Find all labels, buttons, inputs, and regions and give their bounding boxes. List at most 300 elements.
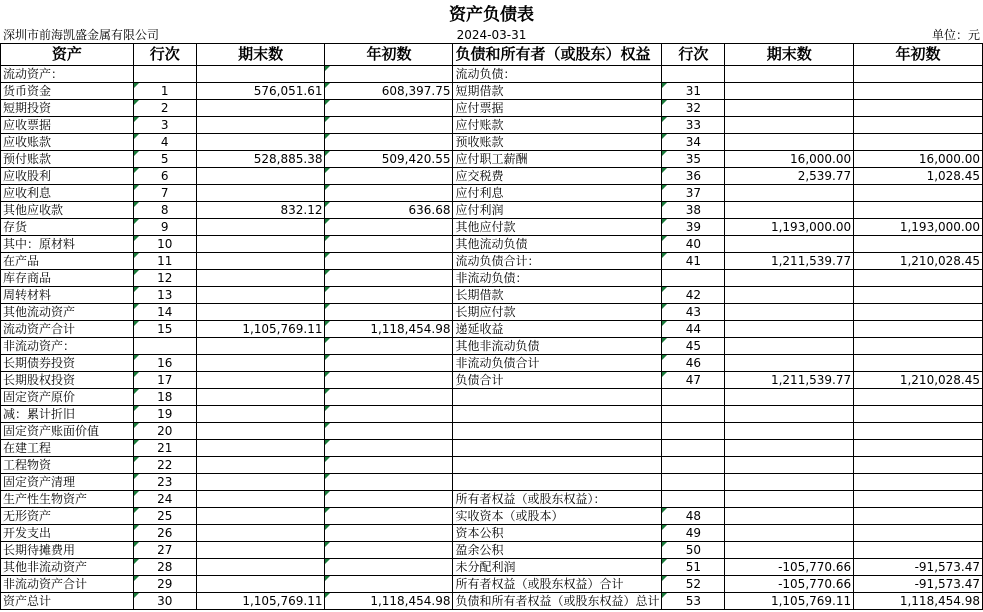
asset-beginning-balance[interactable] [325, 542, 453, 559]
asset-ending-balance[interactable] [196, 474, 325, 491]
asset-line-no[interactable]: 4 [133, 134, 196, 151]
asset-line-no[interactable]: 22 [133, 457, 196, 474]
asset-beginning-balance[interactable] [325, 287, 453, 304]
asset-ending-balance[interactable] [196, 372, 325, 389]
asset-ending-balance[interactable] [196, 491, 325, 508]
header-ending-balance: 期末数 [196, 44, 325, 66]
liability-line-no[interactable] [662, 66, 725, 83]
asset-ending-balance[interactable] [196, 168, 325, 185]
asset-beginning-balance[interactable]: 1,118,454.98 [325, 593, 453, 610]
asset-line-no[interactable]: 15 [133, 321, 196, 338]
asset-ending-balance[interactable] [196, 542, 325, 559]
asset-item[interactable]: 固定资产原价 [1, 389, 134, 406]
header-line-no: 行次 [133, 44, 196, 66]
asset-item[interactable]: 货币资金 [1, 83, 134, 100]
asset-beginning-balance[interactable] [325, 559, 453, 576]
asset-ending-balance[interactable] [196, 440, 325, 457]
liability-beginning-balance[interactable]: -91,573.47 [854, 559, 983, 576]
asset-item[interactable]: 长期待摊费用 [1, 542, 134, 559]
liability-ending-balance[interactable] [725, 491, 854, 508]
liability-item[interactable] [453, 457, 662, 474]
asset-beginning-balance[interactable] [325, 134, 453, 151]
asset-item[interactable]: 资产总计 [1, 593, 134, 610]
liability-item[interactable]: 流动负债合计： [453, 253, 662, 270]
asset-ending-balance[interactable]: 576,051.61 [196, 83, 325, 100]
asset-line-no[interactable]: 27 [133, 542, 196, 559]
table-row [1, 508, 983, 525]
liability-line-no[interactable]: 34 [662, 134, 725, 151]
liability-item[interactable]: 流动负债： [453, 66, 662, 83]
asset-item[interactable]: 应收账款 [1, 134, 134, 151]
asset-beginning-balance[interactable] [325, 355, 453, 372]
asset-ending-balance[interactable] [196, 508, 325, 525]
liability-line-no[interactable]: 33 [662, 117, 725, 134]
liability-beginning-balance[interactable] [854, 474, 983, 491]
liability-line-no[interactable]: 42 [662, 287, 725, 304]
asset-line-no[interactable]: 2 [133, 100, 196, 117]
asset-ending-balance[interactable] [196, 525, 325, 542]
asset-beginning-balance[interactable] [325, 338, 453, 355]
asset-beginning-balance[interactable] [325, 508, 453, 525]
unit-label: 单位：元 [931, 28, 980, 42]
asset-line-no[interactable]: 29 [133, 576, 196, 593]
asset-item[interactable]: 流动资产合计 [1, 321, 134, 338]
asset-beginning-balance[interactable]: 1,118,454.98 [325, 321, 453, 338]
asset-ending-balance[interactable] [196, 304, 325, 321]
asset-line-no[interactable]: 13 [133, 287, 196, 304]
liability-line-no[interactable]: 51 [662, 559, 725, 576]
asset-beginning-balance[interactable] [325, 389, 453, 406]
table-row [1, 134, 983, 151]
asset-beginning-balance[interactable] [325, 66, 453, 83]
table-row [1, 151, 983, 168]
asset-item[interactable]: 库存商品 [1, 270, 134, 287]
asset-item[interactable]: 预付账款 [1, 151, 134, 168]
liability-item[interactable]: 所有者权益（或股东权益）合计 [453, 576, 662, 593]
liability-line-no[interactable]: 53 [662, 593, 725, 610]
asset-item[interactable]: 应收利息 [1, 185, 134, 202]
liability-item[interactable]: 负债和所有者权益（或股东权益）总计 [453, 593, 662, 610]
liability-ending-balance[interactable]: 16,000.00 [725, 151, 854, 168]
asset-ending-balance[interactable] [196, 406, 325, 423]
balance-sheet-table [0, 43, 983, 610]
table-row [1, 593, 983, 610]
asset-item[interactable]: 在产品 [1, 253, 134, 270]
liability-item[interactable]: 预收账款 [453, 134, 662, 151]
asset-item[interactable]: 应收票据 [1, 117, 134, 134]
asset-beginning-balance[interactable] [325, 440, 453, 457]
table-row [1, 253, 983, 270]
asset-item[interactable]: 其他非流动资产 [1, 559, 134, 576]
liability-line-no[interactable]: 44 [662, 321, 725, 338]
liability-line-no[interactable] [662, 474, 725, 491]
liability-beginning-balance[interactable] [854, 202, 983, 219]
table-row [1, 525, 983, 542]
asset-beginning-balance[interactable] [325, 185, 453, 202]
table-row [1, 389, 983, 406]
asset-line-no[interactable]: 12 [133, 270, 196, 287]
asset-ending-balance[interactable] [196, 253, 325, 270]
table-row [1, 440, 983, 457]
table-row [1, 66, 983, 83]
liability-line-no[interactable]: 35 [662, 151, 725, 168]
liability-beginning-balance[interactable]: 1,028.45 [854, 168, 983, 185]
asset-line-no[interactable]: 8 [133, 202, 196, 219]
liability-beginning-balance[interactable] [854, 355, 983, 372]
asset-ending-balance[interactable] [196, 100, 325, 117]
table-row [1, 423, 983, 440]
liability-line-no[interactable]: 40 [662, 236, 725, 253]
liability-ending-balance[interactable]: -105,770.66 [725, 576, 854, 593]
asset-item[interactable]: 在建工程 [1, 440, 134, 457]
liability-item[interactable] [453, 423, 662, 440]
asset-ending-balance[interactable] [196, 134, 325, 151]
asset-item[interactable]: 长期债券投资 [1, 355, 134, 372]
liability-item[interactable] [453, 406, 662, 423]
liability-beginning-balance[interactable] [854, 491, 983, 508]
asset-line-no[interactable]: 3 [133, 117, 196, 134]
asset-ending-balance[interactable]: 528,885.38 [196, 151, 325, 168]
liability-ending-balance[interactable] [725, 508, 854, 525]
asset-beginning-balance[interactable] [325, 372, 453, 389]
asset-beginning-balance[interactable] [325, 457, 453, 474]
liability-item[interactable]: 实收资本（或股本） [453, 508, 662, 525]
asset-item[interactable]: 工程物资 [1, 457, 134, 474]
asset-ending-balance[interactable]: 1,105,769.11 [196, 593, 325, 610]
liability-item[interactable] [453, 474, 662, 491]
asset-item[interactable]: 固定资产账面价值 [1, 423, 134, 440]
liability-ending-balance[interactable] [725, 83, 854, 100]
asset-line-no[interactable]: 21 [133, 440, 196, 457]
liability-ending-balance[interactable] [725, 457, 854, 474]
asset-item[interactable]: 长期股权投资 [1, 372, 134, 389]
asset-beginning-balance[interactable] [325, 525, 453, 542]
liability-ending-balance[interactable] [725, 100, 854, 117]
asset-beginning-balance[interactable] [325, 491, 453, 508]
liability-beginning-balance[interactable]: 1,210,028.45 [854, 253, 983, 270]
asset-item[interactable]: 非流动资产： [1, 338, 134, 355]
table-row [1, 355, 983, 372]
table-row [1, 83, 983, 100]
table-row [1, 168, 983, 185]
table-row [1, 185, 983, 202]
asset-line-no[interactable] [133, 338, 196, 355]
liability-line-no[interactable]: 38 [662, 202, 725, 219]
liability-beginning-balance[interactable] [854, 270, 983, 287]
liability-ending-balance[interactable] [725, 423, 854, 440]
liability-ending-balance[interactable]: 1,105,769.11 [725, 593, 854, 610]
liability-ending-balance[interactable] [725, 304, 854, 321]
liability-line-no[interactable]: 43 [662, 304, 725, 321]
table-row [1, 321, 983, 338]
table-row [1, 542, 983, 559]
liability-beginning-balance[interactable] [854, 338, 983, 355]
asset-ending-balance[interactable] [196, 236, 325, 253]
asset-line-no[interactable]: 5 [133, 151, 196, 168]
liability-ending-balance[interactable]: 2,539.77 [725, 168, 854, 185]
liability-item[interactable]: 资本公积 [453, 525, 662, 542]
asset-line-no[interactable]: 24 [133, 491, 196, 508]
report-date: 2024-03-31 [456, 28, 527, 42]
liability-beginning-balance[interactable] [854, 406, 983, 423]
liability-line-no[interactable]: 32 [662, 100, 725, 117]
liability-line-no[interactable]: 31 [662, 83, 725, 100]
liability-item[interactable]: 其他流动负债 [453, 236, 662, 253]
liability-beginning-balance[interactable]: 1,118,454.98 [854, 593, 983, 610]
asset-ending-balance[interactable] [196, 389, 325, 406]
asset-ending-balance[interactable] [196, 423, 325, 440]
liability-beginning-balance[interactable] [854, 389, 983, 406]
asset-line-no[interactable]: 18 [133, 389, 196, 406]
liability-item[interactable]: 应付职工薪酬 [453, 151, 662, 168]
liability-item[interactable]: 长期借款 [453, 287, 662, 304]
asset-line-no[interactable]: 28 [133, 559, 196, 576]
table-row [1, 304, 983, 321]
asset-beginning-balance[interactable] [325, 270, 453, 287]
asset-item[interactable]: 固定资产清理 [1, 474, 134, 491]
asset-item[interactable]: 其中：原材料 [1, 236, 134, 253]
liability-beginning-balance[interactable] [854, 66, 983, 83]
asset-beginning-balance[interactable]: 608,397.75 [325, 83, 453, 100]
asset-beginning-balance[interactable] [325, 576, 453, 593]
table-row [1, 117, 983, 134]
liability-line-no[interactable] [662, 423, 725, 440]
asset-line-no[interactable]: 7 [133, 185, 196, 202]
asset-beginning-balance[interactable]: 636.68 [325, 202, 453, 219]
liability-ending-balance[interactable] [725, 270, 854, 287]
table-row [1, 236, 983, 253]
table-row [1, 338, 983, 355]
liability-item[interactable]: 递延收益 [453, 321, 662, 338]
asset-item[interactable]: 其他应收款 [1, 202, 134, 219]
liability-beginning-balance[interactable] [854, 304, 983, 321]
asset-item[interactable]: 存货 [1, 219, 134, 236]
liability-item[interactable] [453, 389, 662, 406]
liability-line-no[interactable]: 48 [662, 508, 725, 525]
asset-item[interactable]: 应收股利 [1, 168, 134, 185]
liability-ending-balance[interactable] [725, 355, 854, 372]
liability-line-no[interactable]: 49 [662, 525, 725, 542]
liability-beginning-balance[interactable]: -91,573.47 [854, 576, 983, 593]
asset-ending-balance[interactable] [196, 270, 325, 287]
asset-ending-balance[interactable] [196, 117, 325, 134]
asset-line-no[interactable]: 9 [133, 219, 196, 236]
sheet-title: 资产负债表 [449, 5, 534, 25]
asset-item[interactable]: 流动资产： [1, 66, 134, 83]
asset-ending-balance[interactable] [196, 66, 325, 83]
liability-item[interactable]: 未分配利润 [453, 559, 662, 576]
header-beginning-balance: 年初数 [854, 44, 983, 66]
liability-ending-balance[interactable] [725, 202, 854, 219]
asset-beginning-balance[interactable] [325, 168, 453, 185]
asset-beginning-balance[interactable] [325, 236, 453, 253]
liability-beginning-balance[interactable] [854, 287, 983, 304]
liability-line-no[interactable]: 47 [662, 372, 725, 389]
asset-beginning-balance[interactable] [325, 474, 453, 491]
liability-beginning-balance[interactable] [854, 185, 983, 202]
liability-item[interactable]: 所有者权益（或股东权益）： [453, 491, 662, 508]
liability-beginning-balance[interactable] [854, 525, 983, 542]
liability-ending-balance[interactable]: 1,211,539.77 [725, 253, 854, 270]
asset-line-no[interactable]: 1 [133, 83, 196, 100]
table-row [1, 576, 983, 593]
liability-ending-balance[interactable]: -105,770.66 [725, 559, 854, 576]
asset-item[interactable]: 开发支出 [1, 525, 134, 542]
liability-line-no[interactable]: 52 [662, 576, 725, 593]
liability-item[interactable]: 负债合计 [453, 372, 662, 389]
table-row [1, 202, 983, 219]
asset-line-no[interactable]: 19 [133, 406, 196, 423]
asset-ending-balance[interactable] [196, 559, 325, 576]
asset-beginning-balance[interactable] [325, 406, 453, 423]
asset-ending-balance[interactable] [196, 355, 325, 372]
liability-ending-balance[interactable] [725, 134, 854, 151]
liability-line-no[interactable]: 41 [662, 253, 725, 270]
liability-beginning-balance[interactable]: 1,193,000.00 [854, 219, 983, 236]
liability-ending-balance[interactable] [725, 66, 854, 83]
asset-item[interactable]: 减：累计折旧 [1, 406, 134, 423]
liability-line-no[interactable]: 36 [662, 168, 725, 185]
asset-line-no[interactable]: 17 [133, 372, 196, 389]
asset-beginning-balance[interactable] [325, 117, 453, 134]
liability-beginning-balance[interactable] [854, 321, 983, 338]
liability-beginning-balance[interactable] [854, 423, 983, 440]
liability-ending-balance[interactable] [725, 321, 854, 338]
liability-beginning-balance[interactable] [854, 83, 983, 100]
liability-line-no[interactable] [662, 440, 725, 457]
asset-line-no[interactable]: 14 [133, 304, 196, 321]
liability-ending-balance[interactable] [725, 525, 854, 542]
asset-beginning-balance[interactable]: 509,420.55 [325, 151, 453, 168]
asset-beginning-balance[interactable] [325, 304, 453, 321]
asset-item[interactable]: 生产性生物资产 [1, 491, 134, 508]
asset-beginning-balance[interactable] [325, 423, 453, 440]
liability-line-no[interactable] [662, 270, 725, 287]
liability-line-no[interactable]: 37 [662, 185, 725, 202]
liability-line-no[interactable]: 39 [662, 219, 725, 236]
liability-line-no[interactable] [662, 457, 725, 474]
liability-beginning-balance[interactable] [854, 457, 983, 474]
asset-line-no[interactable] [133, 66, 196, 83]
liability-ending-balance[interactable] [725, 389, 854, 406]
liability-ending-balance[interactable] [725, 185, 854, 202]
header-beginning-balance: 年初数 [325, 44, 453, 66]
header-line-no: 行次 [662, 44, 725, 66]
liability-ending-balance[interactable] [725, 542, 854, 559]
header-ending-balance: 期末数 [725, 44, 854, 66]
liability-ending-balance[interactable] [725, 338, 854, 355]
liability-ending-balance[interactable] [725, 117, 854, 134]
table-row [1, 100, 983, 117]
liability-item[interactable]: 非流动负债： [453, 270, 662, 287]
liability-beginning-balance[interactable] [854, 100, 983, 117]
liability-line-no[interactable] [662, 491, 725, 508]
table-row [1, 457, 983, 474]
asset-line-no[interactable]: 10 [133, 236, 196, 253]
liability-item[interactable]: 其他应付款 [453, 219, 662, 236]
asset-beginning-balance[interactable] [325, 253, 453, 270]
asset-ending-balance[interactable] [196, 219, 325, 236]
liability-item[interactable]: 应付利息 [453, 185, 662, 202]
asset-item[interactable]: 短期投资 [1, 100, 134, 117]
asset-beginning-balance[interactable] [325, 100, 453, 117]
liability-item[interactable]: 盈余公积 [453, 542, 662, 559]
liability-line-no[interactable] [662, 389, 725, 406]
liability-item[interactable]: 应付利润 [453, 202, 662, 219]
table-row [1, 287, 983, 304]
liability-item[interactable]: 长期应付款 [453, 304, 662, 321]
asset-line-no[interactable]: 11 [133, 253, 196, 270]
liability-ending-balance[interactable] [725, 236, 854, 253]
table-row [1, 219, 983, 236]
asset-item[interactable]: 其他流动资产 [1, 304, 134, 321]
company-name: 深圳市前海凯盛金属有限公司 [3, 28, 160, 42]
liability-ending-balance[interactable]: 1,193,000.00 [725, 219, 854, 236]
liability-line-no[interactable] [662, 406, 725, 423]
liability-beginning-balance[interactable] [854, 440, 983, 457]
liability-beginning-balance[interactable] [854, 542, 983, 559]
liability-item[interactable]: 其他非流动负债 [453, 338, 662, 355]
asset-line-no[interactable]: 26 [133, 525, 196, 542]
liability-ending-balance[interactable] [725, 474, 854, 491]
asset-ending-balance[interactable] [196, 185, 325, 202]
liability-item[interactable]: 应交税费 [453, 168, 662, 185]
table-row [1, 474, 983, 491]
liability-beginning-balance[interactable]: 16,000.00 [854, 151, 983, 168]
asset-ending-balance[interactable] [196, 338, 325, 355]
liability-beginning-balance[interactable] [854, 117, 983, 134]
asset-line-no[interactable]: 16 [133, 355, 196, 372]
liability-item[interactable]: 短期借款 [453, 83, 662, 100]
liability-item[interactable]: 应付账款 [453, 117, 662, 134]
header-assets: 资产 [1, 44, 134, 66]
asset-ending-balance[interactable] [196, 576, 325, 593]
liability-line-no[interactable]: 46 [662, 355, 725, 372]
liability-ending-balance[interactable] [725, 287, 854, 304]
liability-line-no[interactable]: 50 [662, 542, 725, 559]
asset-beginning-balance[interactable] [325, 219, 453, 236]
asset-item[interactable]: 无形资产 [1, 508, 134, 525]
asset-line-no[interactable]: 6 [133, 168, 196, 185]
liability-ending-balance[interactable] [725, 406, 854, 423]
table-row [1, 559, 983, 576]
asset-ending-balance[interactable] [196, 287, 325, 304]
asset-line-no[interactable]: 25 [133, 508, 196, 525]
liability-beginning-balance[interactable] [854, 508, 983, 525]
asset-line-no[interactable]: 23 [133, 474, 196, 491]
table-row [1, 406, 983, 423]
table-row [1, 491, 983, 508]
asset-ending-balance[interactable]: 1,105,769.11 [196, 321, 325, 338]
header-liabilities-equity: 负债和所有者（或股东）权益 [453, 44, 662, 66]
asset-line-no[interactable]: 30 [133, 593, 196, 610]
liability-line-no[interactable]: 45 [662, 338, 725, 355]
liability-beginning-balance[interactable] [854, 236, 983, 253]
liability-beginning-balance[interactable]: 1,210,028.45 [854, 372, 983, 389]
liability-ending-balance[interactable]: 1,211,539.77 [725, 372, 854, 389]
asset-ending-balance[interactable]: 832.12 [196, 202, 325, 219]
liability-item[interactable]: 非流动负债合计 [453, 355, 662, 372]
liability-item[interactable]: 应付票据 [453, 100, 662, 117]
asset-ending-balance[interactable] [196, 457, 325, 474]
liability-beginning-balance[interactable] [854, 134, 983, 151]
liability-item[interactable] [453, 440, 662, 457]
asset-item[interactable]: 周转材料 [1, 287, 134, 304]
asset-item[interactable]: 非流动资产合计 [1, 576, 134, 593]
asset-line-no[interactable]: 20 [133, 423, 196, 440]
liability-ending-balance[interactable] [725, 440, 854, 457]
header-row [1, 44, 983, 66]
